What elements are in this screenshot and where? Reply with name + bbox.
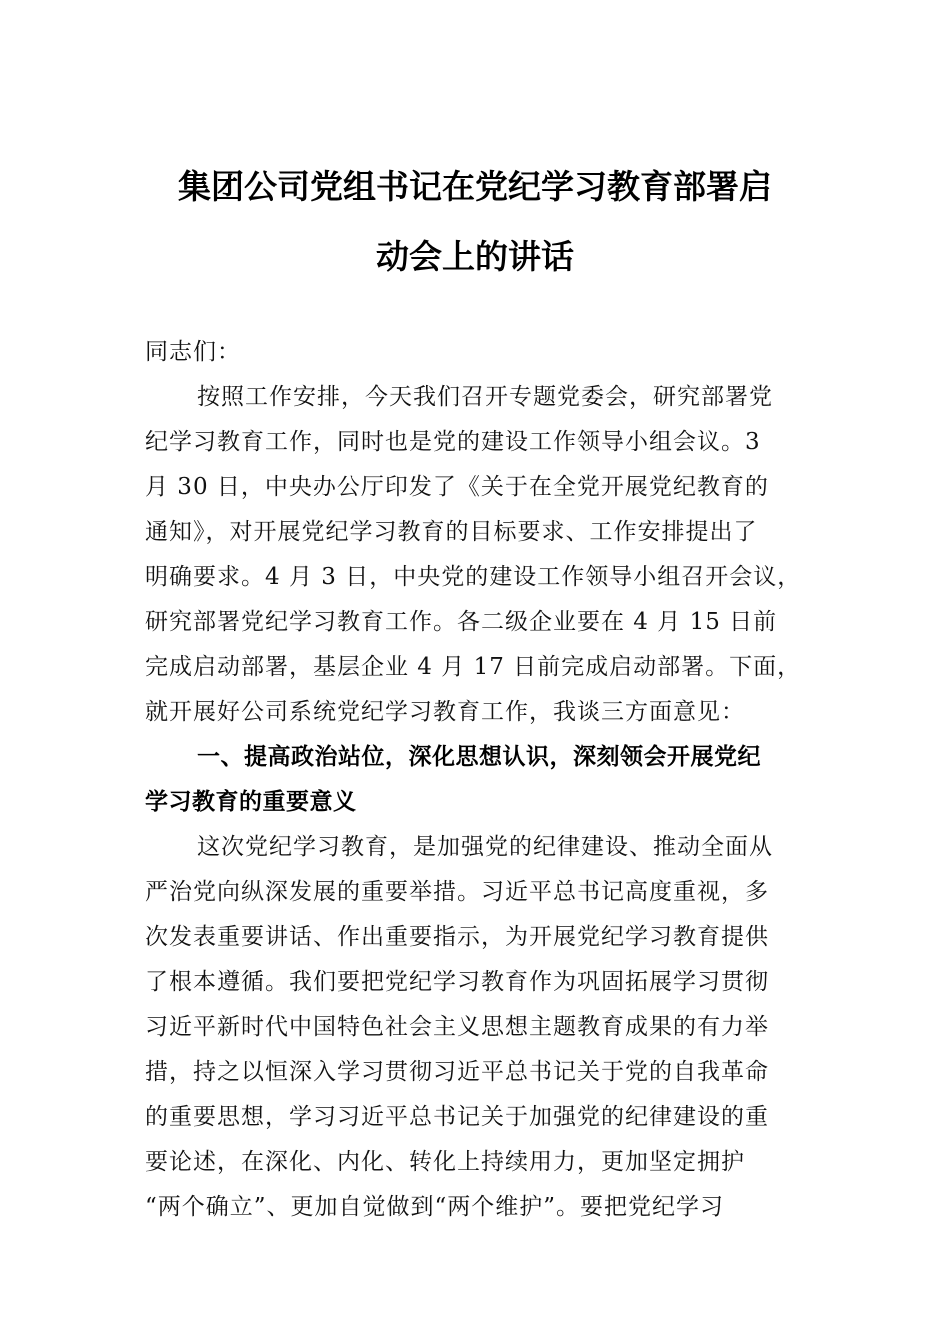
paragraph-line: 明确要求。4 月 3 日，中央党的建设工作领导小组召开会议， [145,564,802,590]
document-title-line-1: 集团公司党组书记在党纪学习教育部署启 [178,167,772,206]
paragraph-line: 按照工作安排，今天我们召开专题党委会，研究部署党 [197,384,773,410]
paragraph-line: 月 30 日，中央办公厅印发了《关于在全党开展党纪教育的 [145,474,769,500]
paragraph-line: 研究部署党纪学习教育工作。各二级企业要在 4 月 15 日前 [145,609,778,635]
document-title-line-2: 动会上的讲话 [376,237,574,276]
paragraph-line: 习近平新时代中国特色社会主义思想主题教育成果的有力举 [145,1014,769,1040]
section-heading-line: 一、提高政治站位，深化思想认识，深刻领会开展党纪 [197,744,761,770]
paragraph-line: 了根本遵循。我们要把党纪学习教育作为巩固拓展学习贯彻 [145,969,769,995]
paragraph-line: 就开展好公司系统党纪学习教育工作，我谈三方面意见： [145,699,745,725]
section-heading-line: 学习教育的重要意义 [145,789,357,815]
paragraph-line: “两个确立”、更加自觉做到“两个维护”。要把党纪学习 [145,1194,725,1220]
paragraph-line: 完成启动部署，基层企业 4 月 17 日前完成启动部署。下面， [145,654,802,680]
paragraph-line: 通知》，对开展党纪学习教育的目标要求、工作安排提出了 [145,519,758,545]
paragraph-line: 措，持之以恒深入学习贯彻习近平总书记关于党的自我革命 [145,1059,769,1085]
paragraph-line: 的重要思想，学习习近平总书记关于加强党的纪律建设的重 [145,1104,769,1130]
paragraph-line: 这次党纪学习教育，是加强党的纪律建设、推动全面从 [197,834,773,860]
paragraph-line: 次发表重要讲话、作出重要指示，为开展党纪学习教育提供 [145,924,769,950]
paragraph-line: 同志们： [145,339,241,365]
paragraph-line: 要论述，在深化、内化、转化上持续用力，更加坚定拥护 [145,1149,745,1175]
paragraph-line: 纪学习教育工作，同时也是党的建设工作领导小组会议。3 [145,429,761,455]
paragraph-line: 严治党向纵深发展的重要举措。习近平总书记高度重视，多 [145,879,769,905]
